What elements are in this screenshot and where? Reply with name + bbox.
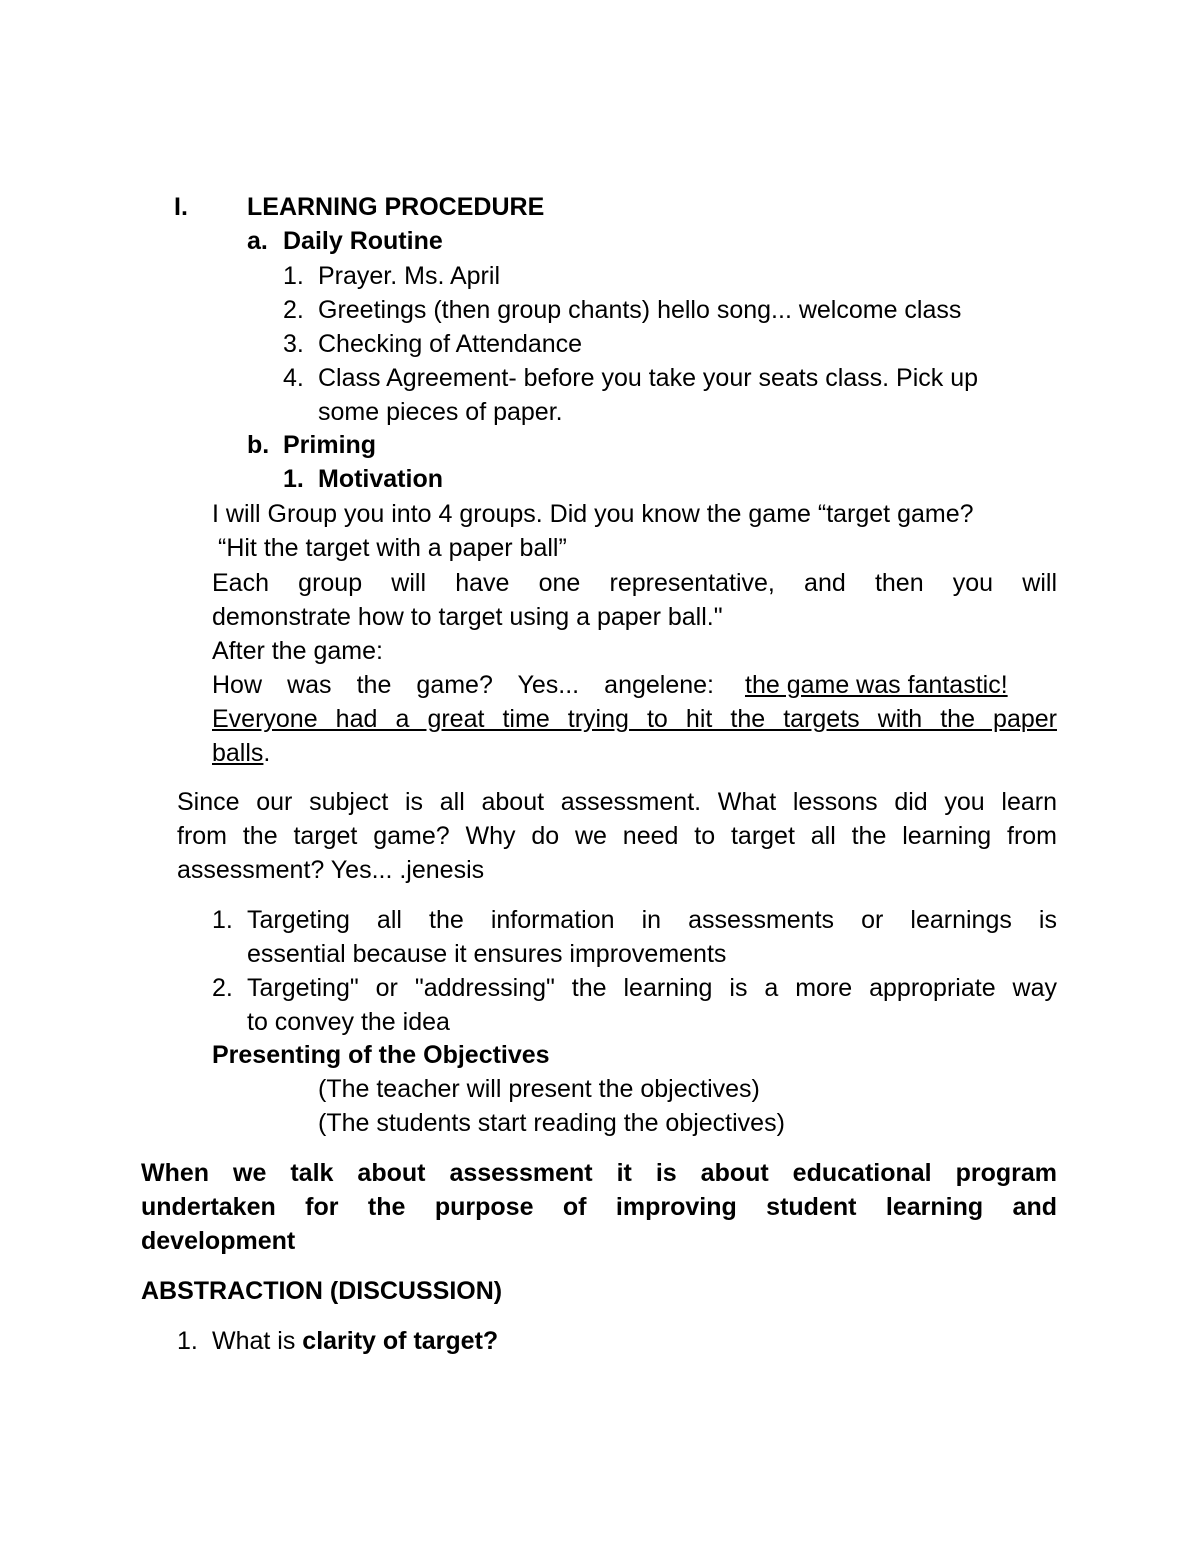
answer-underlined: the game was fantastic! <box>745 671 1008 699</box>
list-item: Greetings (then group chants) hello song... welcome class <box>318 296 962 324</box>
answer-underlined: balls <box>212 739 264 767</box>
section-numeral: I. <box>174 193 188 221</box>
paragraph-line: from the target game? Why do we need to target all the learning from <box>177 822 1057 850</box>
list-item: Prayer. Ms. April <box>318 262 500 290</box>
paragraph-line: Since our subject is all about assessment. What lessons did you learn <box>177 788 1057 816</box>
objectives-heading: Presenting of the Objectives <box>212 1041 550 1069</box>
assessment-statement: When we talk about assessment it is about educational program <box>141 1159 1057 1187</box>
list-item-number: 2. <box>212 974 233 1002</box>
question-number: 1. <box>177 1327 198 1355</box>
answer-underlined: Everyone had a great time trying to hit the targets with the paper <box>212 705 1057 733</box>
question-line <box>212 1324 498 1358</box>
motivation-title: Motivation <box>318 465 443 493</box>
list-item-number: 4. <box>283 364 304 392</box>
motivation-text: “Hit the target with a paper ball” <box>218 534 567 562</box>
answer-prompt: How was the game? Yes... angelene: <box>212 671 714 699</box>
list-item-number: 1. <box>283 262 304 290</box>
priming-title: Priming <box>283 431 377 459</box>
list-item: Checking of Attendance <box>318 330 583 358</box>
list-item-continuation: to convey the idea <box>247 1008 450 1036</box>
assessment-statement: undertaken for the purpose of improving student learning and <box>141 1193 1057 1221</box>
motivation-text: demonstrate how to target using a paper ball." <box>212 603 723 631</box>
list-item-number: 3. <box>283 330 304 358</box>
question-bold: clarity of target? <box>302 1327 499 1355</box>
list-item: Targeting" or "addressing" the learning is a more appropriate way <box>247 974 1057 1002</box>
daily-routine-marker: a. <box>247 227 268 255</box>
answer-end-line <box>212 736 270 770</box>
assessment-statement: development <box>141 1227 296 1255</box>
section-title: LEARNING PROCEDURE <box>247 193 545 221</box>
priming-marker: b. <box>247 431 270 459</box>
list-item: Class Agreement- before you take your seats class. Pick up <box>318 364 979 392</box>
list-item-continuation: essential because it ensures improvements <box>247 940 727 968</box>
objectives-line: (The teacher will present the objectives) <box>318 1075 760 1103</box>
list-item-continuation: some pieces of paper. <box>318 398 563 426</box>
abstraction-heading: ABSTRACTION (DISCUSSION) <box>141 1277 503 1305</box>
motivation-number: 1. <box>283 465 304 493</box>
list-item-number: 1. <box>212 906 233 934</box>
list-item-number: 2. <box>283 296 304 324</box>
list-item: Targeting all the information in assessments or learnings is <box>247 906 1057 934</box>
paragraph-line: assessment? Yes... .jenesis <box>177 856 485 884</box>
motivation-text: Each group will have one representative, and then you will <box>212 569 1057 597</box>
motivation-text: I will Group you into 4 groups. Did you know the game “target game? <box>212 500 974 528</box>
motivation-text: After the game: <box>212 637 383 665</box>
question-prefix: What is <box>212 1327 303 1355</box>
answer-period: . <box>263 739 271 767</box>
objectives-line: (The students start reading the objectives) <box>318 1109 785 1137</box>
daily-routine-title: Daily Routine <box>283 227 443 255</box>
